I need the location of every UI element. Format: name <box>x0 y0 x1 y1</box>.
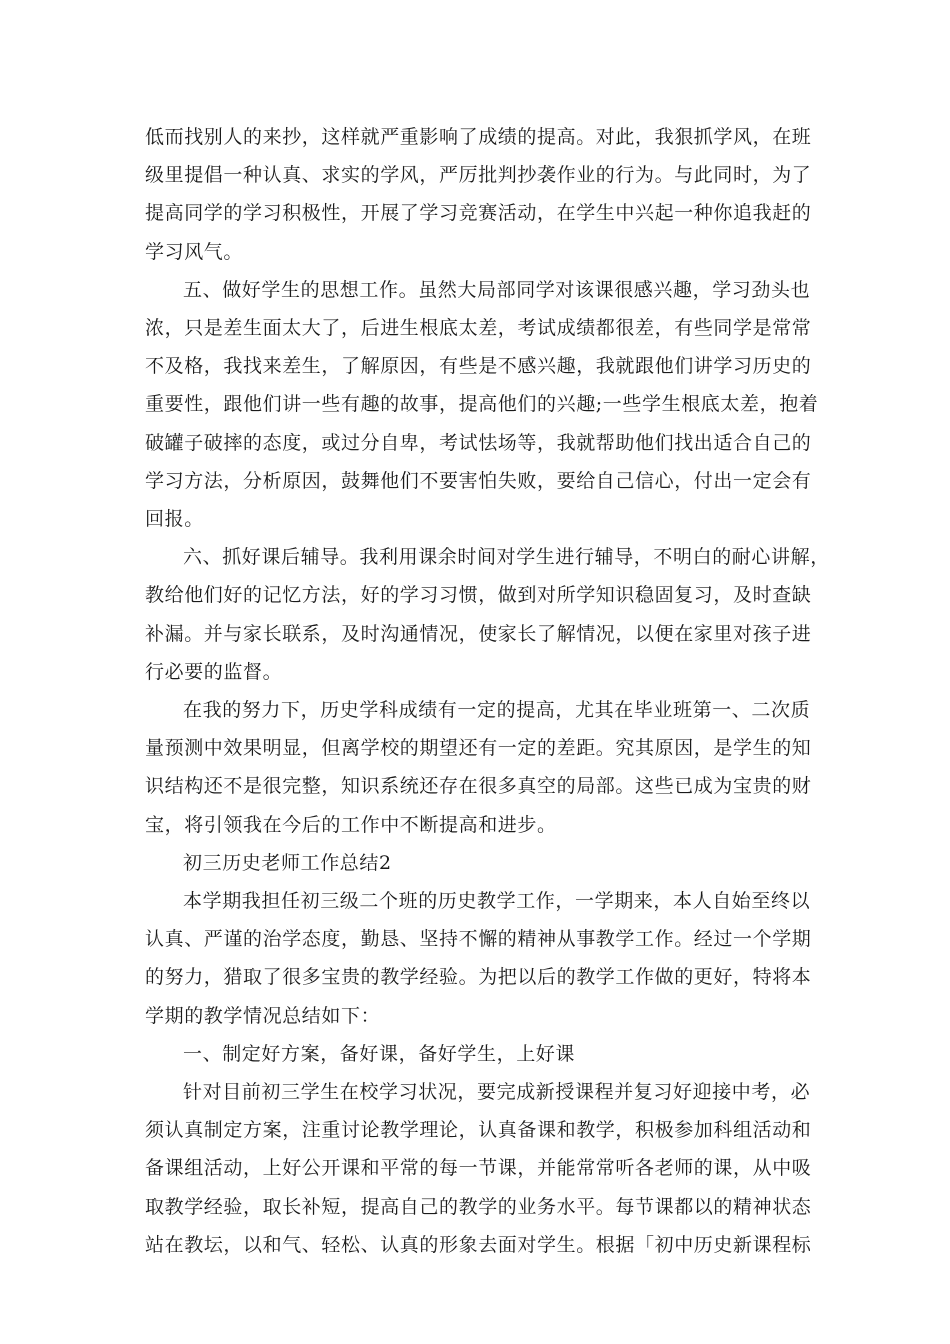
text-line: 提高同学的学习积极性，开展了学习竞赛活动，在学生中兴起一种你追我赶的 <box>145 202 812 225</box>
text-line: 初三历史老师工作总结2 <box>183 851 392 874</box>
text-line: 取教学经验，取长补短，提高自己的教学的业务水平。每节课都以的精神状态 <box>145 1195 812 1218</box>
text-line: 一、制定好方案，备好课，备好学生，上好课 <box>183 1042 576 1065</box>
text-line: 六、抓好课后辅导。我利用课余时间对学生进行辅导，不明白的耐心讲解， <box>183 546 830 569</box>
text-line: 级里提倡一种认真、求实的学风，严厉批判抄袭作业的行为。与此同时，为了 <box>145 164 812 187</box>
text-line: 在我的努力下，历史学科成绩有一定的提高，尤其在毕业班第一、二次质 <box>183 699 811 722</box>
text-line: 不及格，我找来差生，了解原因，有些是不感兴趣，我就跟他们讲学习历史的 <box>145 355 812 378</box>
text-line: 浓，只是差生面太大了，后进生根底太差，考试成绩都很差，有些同学是常常 <box>145 317 812 340</box>
text-line: 学习风气。 <box>145 240 244 263</box>
text-line: 补漏。并与家长联系，及时沟通情况，使家长了解情况，以便在家里对孩子进 <box>145 622 812 645</box>
text-line: 行必要的监督。 <box>145 660 283 683</box>
text-line: 宝，将引领我在今后的工作中不断提高和进步。 <box>145 813 557 836</box>
text-line: 回报。 <box>145 508 204 531</box>
text-line: 须认真制定方案，注重讨论教学理论，认真备课和教学，积极参加科组活动和 <box>145 1119 812 1142</box>
text-line: 学期的教学情况总结如下： <box>145 1004 381 1027</box>
text-line: 五、做好学生的思想工作。虽然大局部同学对该课很感兴趣，学习劲头也 <box>183 278 811 301</box>
text-line: 重要性，跟他们讲一些有趣的故事，提高他们的兴趣;一些学生根底太差，抱着 <box>145 393 819 416</box>
text-line: 本学期我担任初三级二个班的历史教学工作，一学期来，本人自始至终以 <box>183 890 811 913</box>
text-line: 学习方法，分析原因，鼓舞他们不要害怕失败，要给自己信心，付出一定会有 <box>145 469 812 492</box>
text-line: 认真、严谨的治学态度，勤恳、坚持不懈的精神从事教学工作。经过一个学期 <box>145 928 812 951</box>
subheading-section-one <box>145 1035 805 1073</box>
paragraph-section-one <box>145 1073 812 1264</box>
document-page <box>145 118 830 1264</box>
text-line: 教给他们好的记忆方法，好的学习习惯，做到对所学知识稳固复习，及时查缺 <box>145 584 812 607</box>
text-line: 量预测中效果明显，但离学校的期望还有一定的差距。究其原因，是学生的知 <box>145 737 812 760</box>
text-line: 的努力，猎取了很多宝贵的教学经验。为把以后的教学工作做的更好，特将本 <box>145 966 812 989</box>
paragraph-section-six <box>145 538 830 691</box>
section-heading-summary-2 <box>145 844 805 882</box>
paragraph-section-five <box>145 271 819 538</box>
paragraph-intro <box>145 882 812 1035</box>
text-line: 针对目前初三学生在校学习状况，要完成新授课程并复习好迎接中考，必 <box>183 1081 811 1104</box>
paragraph-conclusion <box>145 691 812 844</box>
text-line: 破罐子破摔的态度，或过分自卑，考试怯场等，我就帮助他们找出适合自己的 <box>145 431 812 454</box>
text-line: 备课组活动，上好公开课和平常的每一节课，并能常常听各老师的课，从中吸 <box>145 1157 812 1180</box>
text-line: 识结构还不是很完整，知识系统还存在很多真空的局部。这些已成为宝贵的财 <box>145 775 812 798</box>
text-line: 低而找别人的来抄，这样就严重影响了成绩的提高。对此，我狠抓学风，在班 <box>145 126 812 148</box>
paragraph-study-atmosphere <box>145 118 812 271</box>
text-line: 站在教坛，以和气、轻松、认真的形象去面对学生。根据「初中历史新课程标 <box>145 1233 812 1256</box>
